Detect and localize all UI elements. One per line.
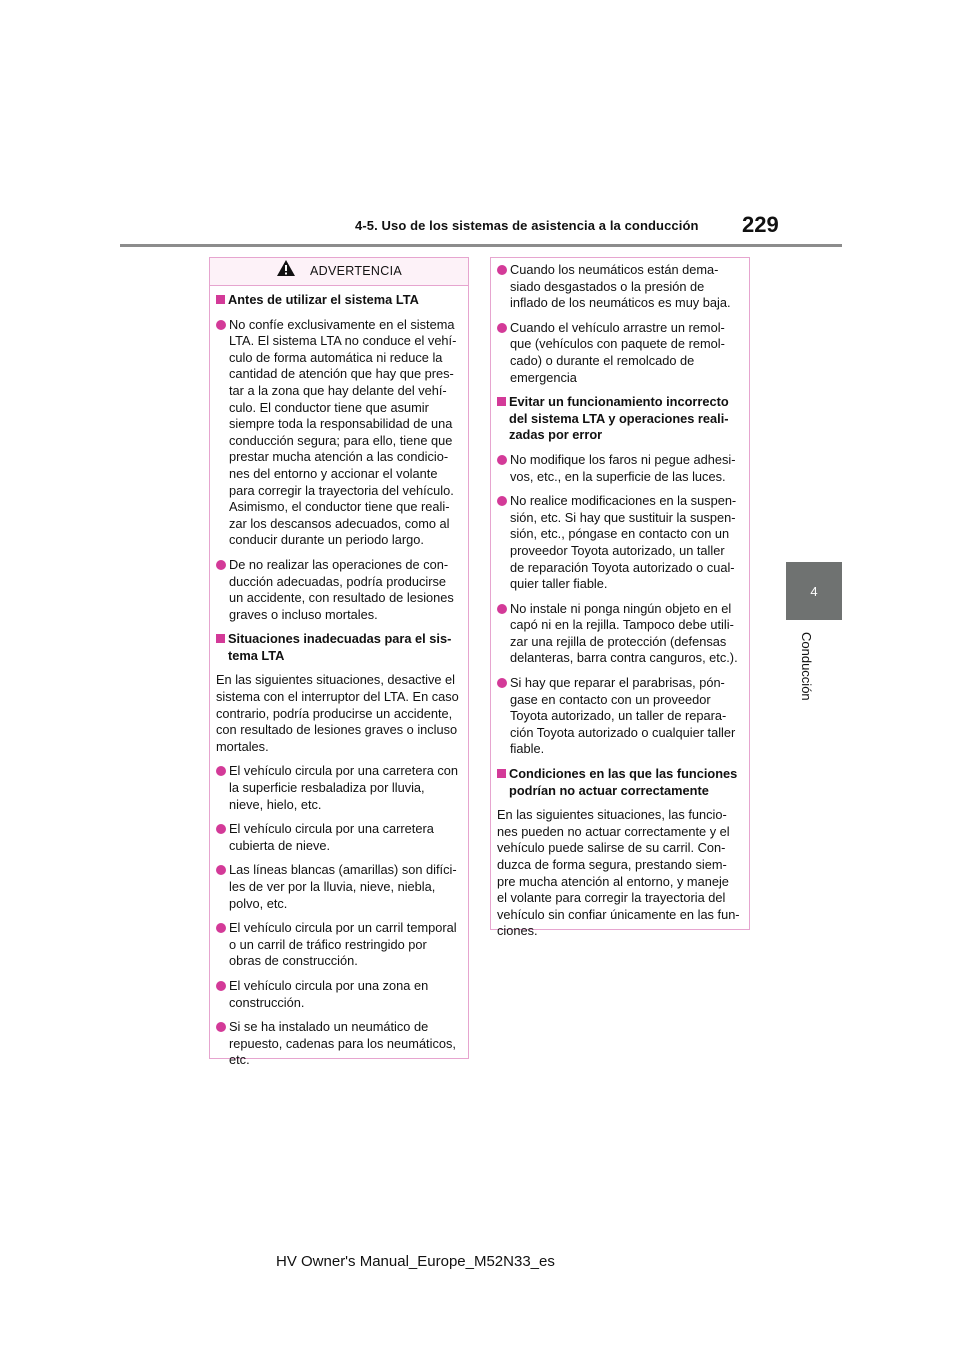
section-heading: Antes de utilizar el sistema LTA: [216, 292, 460, 309]
warning-triangle-icon: [276, 259, 296, 282]
circle-bullet-icon: [216, 824, 226, 834]
paragraph: En las siguientes situaciones, desactive el sistema con el interruptor del LTA. En caso contrario, podría producirse un accidente, con resultado de lesiones graves o incluso mortales.: [216, 672, 459, 754]
section-heading: Situaciones inadecuadas para el sis-tema LTA: [216, 631, 460, 664]
list-item: El vehículo circula por una carretera con la superficie resbaladiza por lluvia, nieve, hielo, etc.: [216, 763, 460, 813]
warning-box-continued: [490, 257, 750, 939]
list-item: El vehículo circula por una carretera cubierta de nieve.: [216, 821, 460, 854]
section-heading: Condiciones en las que las funciones podrían no actuar correctamente: [497, 766, 741, 799]
circle-bullet-icon: [497, 265, 507, 275]
circle-bullet-icon: [216, 865, 226, 875]
circle-bullet-icon: [216, 1022, 226, 1032]
warning-title: ADVERTENCIA: [310, 264, 402, 279]
manual-footer: HV Owner's Manual_Europe_M52N33_es: [276, 1253, 555, 1270]
circle-bullet-icon: [497, 323, 507, 333]
list-item: De no realizar las operaciones de con-ducción adecuadas, podría producirse un accidente, con resultado de lesiones graves o incluso mortales.: [216, 557, 460, 623]
header-rule: [120, 244, 842, 247]
list-item: Cuando el vehículo arrastre un remol-que (vehículos con paquete de remol-cado) o durante el remolcado de emergencia: [497, 320, 741, 386]
list-item: No modifique los faros ni pegue adhesi-vos, etc., en la superficie de las luces.: [497, 452, 741, 485]
section-title: 4-5. Uso de los sistemas de asistencia a la conducción: [355, 218, 699, 233]
square-bullet-icon: [497, 769, 506, 778]
circle-bullet-icon: [216, 320, 226, 330]
section-heading: Evitar un funcionamiento incorrecto del sistema LTA y operaciones reali-zadas por error: [497, 394, 741, 444]
chapter-label: Conducción: [799, 632, 814, 701]
circle-bullet-icon: [216, 923, 226, 933]
list-item: El vehículo circula por un carril temporal o un carril de tráfico restringido por obras de construcción.: [216, 920, 460, 970]
warning-box: [209, 257, 469, 1068]
chapter-tab: [786, 562, 842, 620]
circle-bullet-icon: [216, 766, 226, 776]
list-item: No instale ni ponga ningún objeto en el capó ni en la rejilla. Tampoco debe utili-zar una rejilla de protección (defensas delanteras, barra contra canguros, etc.).: [497, 601, 741, 667]
circle-bullet-icon: [497, 455, 507, 465]
warning-header: [210, 258, 468, 286]
chapter-number: 4: [810, 583, 818, 599]
square-bullet-icon: [497, 397, 506, 406]
paragraph: En las siguientes situaciones, las funcio-nes pueden no actuar correctamente y el vehículo puede salirse de su carril. Con-duzca de forma segura, prestando siem-pre mucha atención al entorno, y maneje el volante para corregir la trayectoria del vehículo sin confiar únicamente en las fun-ciones.: [497, 807, 740, 939]
circle-bullet-icon: [497, 496, 507, 506]
list-item: Si se ha instalado un neumático de repuesto, cadenas para los neumáticos, etc.: [216, 1019, 460, 1069]
circle-bullet-icon: [216, 560, 226, 570]
square-bullet-icon: [216, 295, 225, 304]
square-bullet-icon: [216, 634, 225, 643]
list-item: No realice modificaciones en la suspen-sión, etc. Si hay que sustituir la suspen-sión, etc., póngase en contacto con un proveedor Toyota autorizado, un taller de reparación Toyota autorizado o cual-quier taller fiable.: [497, 493, 741, 593]
list-item: Si hay que reparar el parabrisas, pón-gase en contacto con un proveedor Toyota autorizado, un taller de repara-ción Toyota autorizado o cualquier taller fiable.: [497, 675, 741, 758]
list-item: No confíe exclusivamente en el sistema LTA. El sistema LTA no conduce el vehí-culo de forma automática ni reduce la cantidad de atención que hay que pres-tar a la zona que hay delante del vehí-culo. El conductor tiene que asumir siempre toda la responsabilidad de una conducción segura; para ello, tiene que prestar mucha atención a las condicio-nes del entorno y accionar el volante para corregir la trayectoria del vehículo. Asimismo, el conductor tiene que reali-zar los descansos adecuados, como al conducir durante un periodo largo.: [216, 317, 460, 549]
list-item: El vehículo circula por una zona en construcción.: [216, 978, 460, 1011]
page-number: 229: [742, 212, 779, 237]
list-item: Cuando los neumáticos están dema-siado desgastados o la presión de inflado de los neumáticos es muy baja.: [497, 262, 741, 312]
circle-bullet-icon: [497, 604, 507, 614]
circle-bullet-icon: [497, 678, 507, 688]
list-item: Las líneas blancas (amarillas) son difíci-les de ver por la lluvia, nieve, niebla, polvo, etc.: [216, 862, 460, 912]
circle-bullet-icon: [216, 981, 226, 991]
